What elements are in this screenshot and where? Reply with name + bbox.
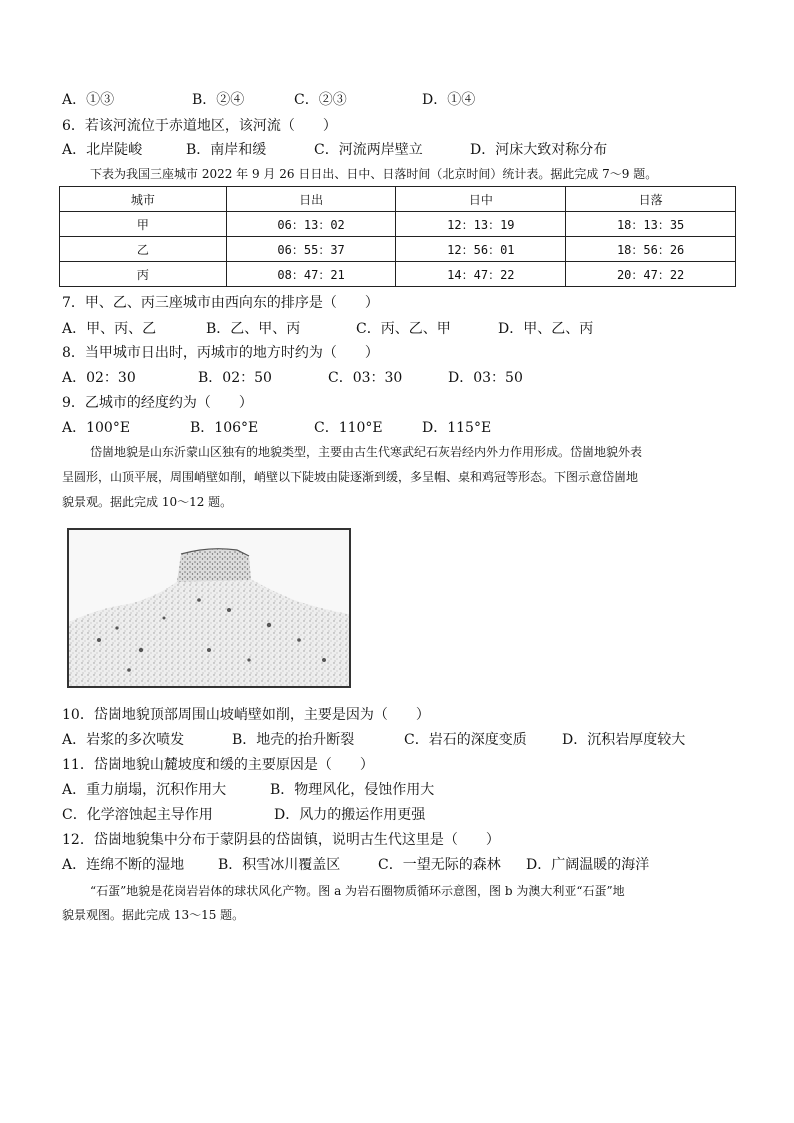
landform-illustration bbox=[69, 530, 349, 686]
q9-stem: 9．乙城市的经度约为（ ） bbox=[62, 395, 253, 411]
q12-stem: 12．岱崮地貌集中分布于蒙阴县的岱崮镇，说明古生代这里是（ ） bbox=[62, 832, 500, 848]
table-cell: 18：13：35 bbox=[566, 212, 736, 237]
q9-option-c: C．110°E bbox=[314, 420, 383, 436]
table-header-row bbox=[60, 187, 736, 212]
table-cell: 乙 bbox=[60, 237, 227, 262]
table-cell: 18：56：26 bbox=[566, 237, 736, 262]
passage2-line3: 貌景观。据此完成 10～12 题。 bbox=[62, 495, 233, 509]
q8-option-a: A．02：30 bbox=[62, 370, 136, 386]
table-intro: 下表为我国三座城市 2022 年 9 月 26 日日出、日中、日落时间（北京时间）统计表。据此完成 7～9 题。 bbox=[90, 167, 658, 181]
q11-option-a: A．重力崩塌，沉积作用大 bbox=[62, 782, 227, 798]
table-header: 城市 bbox=[60, 187, 227, 212]
q5-option-c: C．②③ bbox=[294, 92, 347, 108]
passage2-line1: 岱崮地貌是山东沂蒙山区独有的地貌类型，主要由古生代寒武纪石灰岩经内外力作用形成。岱崮地貌外表 bbox=[90, 445, 643, 459]
table-row bbox=[60, 237, 736, 262]
q11-stem: 11．岱崮地貌山麓坡度和缓的主要原因是（ ） bbox=[62, 757, 374, 773]
table-header: 日落 bbox=[566, 187, 736, 212]
q7-option-d: D．甲、乙、丙 bbox=[498, 321, 594, 337]
table-row bbox=[60, 212, 736, 237]
q10-option-d: D．沉积岩厚度较大 bbox=[562, 732, 686, 748]
sun-time-table bbox=[59, 186, 736, 287]
q12-option-d: D．广阔温暖的海洋 bbox=[526, 857, 650, 873]
table-cell: 14：47：22 bbox=[396, 262, 566, 287]
q7-option-a: A．甲、丙、乙 bbox=[62, 321, 157, 337]
q9-option-a: A．100°E bbox=[62, 420, 131, 436]
q6-option-d: D．河床大致对称分布 bbox=[470, 142, 608, 158]
q5-option-b: B．②④ bbox=[192, 92, 245, 108]
table-row bbox=[60, 262, 736, 287]
passage3-line1: “石蛋”地貌是花岗岩岩体的球状风化产物。图 a 为岩石圈物质循环示意图，图 b 为澳大利亚“石蛋”地 bbox=[90, 884, 625, 898]
q6-option-a: A．北岸陡峻 bbox=[62, 142, 143, 158]
q8-option-b: B．02：50 bbox=[198, 370, 272, 386]
q8-option-c: C．03：30 bbox=[328, 370, 403, 386]
q11-option-d: D．风力的搬运作用更强 bbox=[274, 807, 426, 823]
q9-option-b: B．106°E bbox=[190, 420, 259, 436]
q9-option-d: D．115°E bbox=[422, 420, 492, 436]
q6-option-b: B．南岸和缓 bbox=[186, 142, 267, 158]
q10-stem: 10．岱崮地貌顶部周围山坡峭壁如削，主要是因为（ ） bbox=[62, 707, 430, 723]
q12-option-c: C．一望无际的森林 bbox=[378, 857, 501, 873]
daigu-landform-photo bbox=[67, 528, 351, 688]
q10-option-c: C．岩石的深度变质 bbox=[404, 732, 527, 748]
passage3-line2: 貌景观图。据此完成 13～15 题。 bbox=[62, 908, 245, 922]
q8-option-d: D．03：50 bbox=[448, 370, 523, 386]
table-cell: 甲 bbox=[60, 212, 227, 237]
table-header: 日出 bbox=[226, 187, 396, 212]
q7-option-c: C．丙、乙、甲 bbox=[356, 321, 451, 337]
table-cell: 12：56：01 bbox=[396, 237, 566, 262]
q8-stem: 8．当甲城市日出时，丙城市的地方时约为（ ） bbox=[62, 345, 379, 361]
table-cell: 06：55：37 bbox=[226, 237, 396, 262]
table-cell: 20：47：22 bbox=[566, 262, 736, 287]
q12-option-a: A．连绵不断的湿地 bbox=[62, 857, 185, 873]
q7-option-b: B．乙、甲、丙 bbox=[206, 321, 301, 337]
q6-option-c: C．河流两岸壁立 bbox=[314, 142, 423, 158]
table-header: 日中 bbox=[396, 187, 566, 212]
q10-option-b: B．地壳的抬升断裂 bbox=[232, 732, 355, 748]
q10-option-a: A．岩浆的多次喷发 bbox=[62, 732, 185, 748]
q11-option-c: C．化学溶蚀起主导作用 bbox=[62, 807, 213, 823]
table-cell: 08：47：21 bbox=[226, 262, 396, 287]
q5-option-a: A．①③ bbox=[62, 92, 115, 108]
passage2-line2: 呈圆形，山顶平展，周围峭壁如削，峭壁以下陡坡由陡逐渐到缓，多呈帽、桌和鸡冠等形态。下图示意岱崮地 bbox=[62, 470, 639, 484]
q7-stem: 7．甲、乙、丙三座城市由西向东的排序是（ ） bbox=[62, 295, 379, 311]
table-cell: 12：13：19 bbox=[396, 212, 566, 237]
q12-option-b: B．积雪冰川覆盖区 bbox=[218, 857, 341, 873]
table-cell: 06：13：02 bbox=[226, 212, 396, 237]
q11-option-b: B．物理风化，侵蚀作用大 bbox=[270, 782, 435, 798]
table-cell: 丙 bbox=[60, 262, 227, 287]
q5-option-d: D．①④ bbox=[422, 92, 476, 108]
q6-stem: 6．若该河流位于赤道地区，该河流（ ） bbox=[62, 118, 337, 134]
